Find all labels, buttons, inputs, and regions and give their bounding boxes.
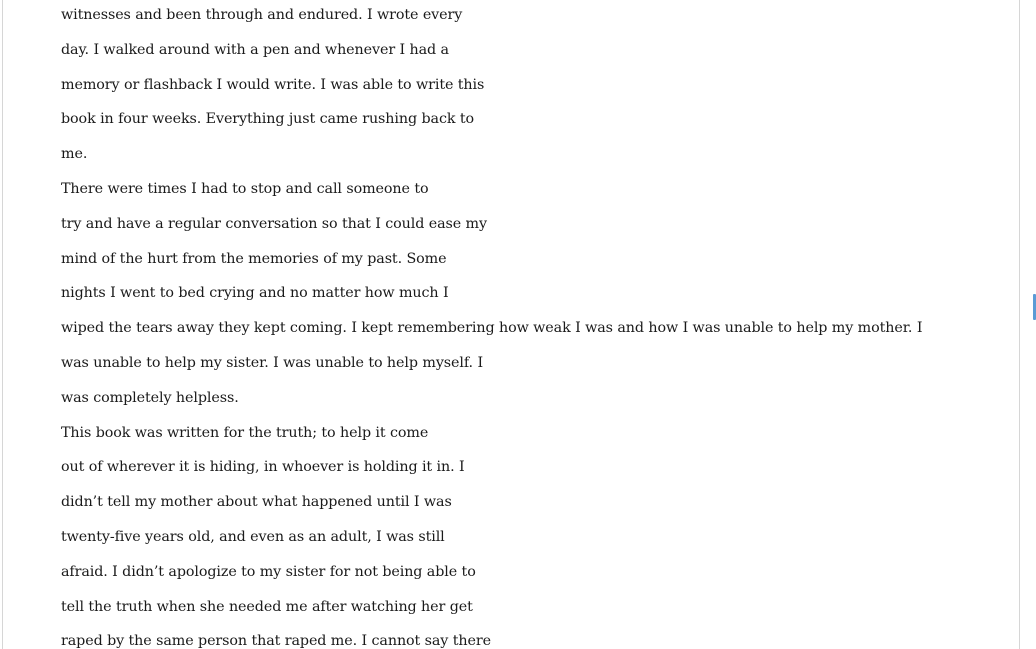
text-line: day. I walked around with a pen and whenever I had a <box>61 41 449 58</box>
text-line: was completely helpless. <box>61 389 239 406</box>
text-line: There were times I had to stop and call someone to <box>61 180 429 197</box>
text-line: witnesses and been through and endured. I wrote every <box>61 7 463 23</box>
text-line: me. <box>61 146 88 163</box>
scroll-gutter[interactable] <box>1021 0 1036 649</box>
document-body[interactable] <box>61 0 922 649</box>
text-line: twenty-five years old, and even as an adult, I was still <box>61 528 445 545</box>
text-line: tell the truth when she needed me after watching her get <box>61 598 473 615</box>
text-line: out of wherever it is hiding, in whoever is holding it in. I <box>61 459 465 476</box>
text-line: nights I went to bed crying and no matter how much I <box>61 285 449 302</box>
text-line: wiped the tears away they kept coming. I kept remembering how weak I was and how I was unable to help my mother. I <box>61 320 923 337</box>
text-line: mind of the hurt from the memories of my past. Some <box>61 250 447 267</box>
text-line: was unable to help my sister. I was unable to help myself. I <box>61 354 483 371</box>
text-line: memory or flashback I would write. I was able to write this <box>61 76 485 93</box>
document-page[interactable] <box>2 0 1020 649</box>
text-line: book in four weeks. Everything just came rushing back to <box>61 111 475 128</box>
text-line: afraid. I didn’t apologize to my sister for not being able to <box>61 563 476 580</box>
text-line: raped by the same person that raped me. I cannot say there <box>61 633 491 649</box>
text-line: didn’t tell my mother about what happened until I was <box>61 494 452 511</box>
text-line: This book was written for the truth; to help it come <box>61 424 429 441</box>
text-line: try and have a regular conversation so that I could ease my <box>61 215 487 232</box>
